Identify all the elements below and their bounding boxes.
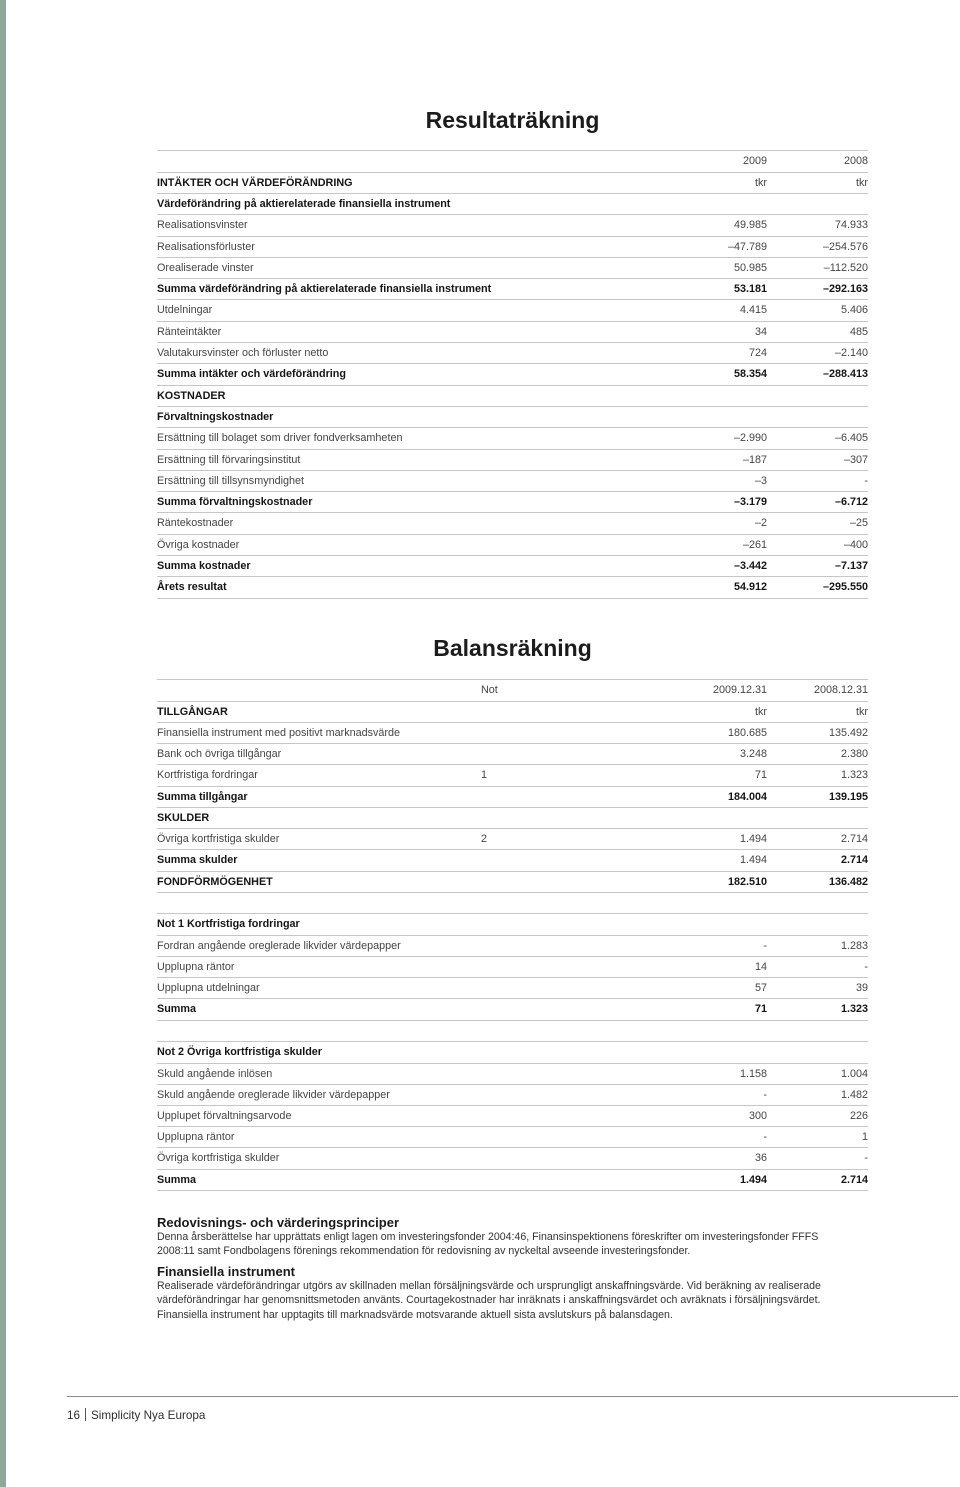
value-current-year: 1.494 xyxy=(739,833,767,846)
row-label: Ränteintäkter xyxy=(157,325,222,338)
table-row xyxy=(157,172,868,193)
value-current-year: 3.248 xyxy=(739,748,767,761)
value-prior-year: 2.380 xyxy=(840,748,868,761)
value-prior-year: –6.405 xyxy=(834,432,868,445)
table-row xyxy=(157,363,868,384)
note-2-table xyxy=(157,1041,868,1190)
value-current-year: 53.181 xyxy=(733,283,767,296)
page-number: 16 xyxy=(67,1409,81,1422)
row-label: Räntekostnader xyxy=(157,517,234,530)
value-prior-year: –288.413 xyxy=(822,368,868,381)
value-prior-year: –295.550 xyxy=(822,581,868,594)
value-prior-year: 1.283 xyxy=(840,939,868,952)
value-current-year: 1.494 xyxy=(739,1173,767,1186)
balance-sheet-table xyxy=(157,679,868,893)
row-label: Upplupet förvaltningsarvode xyxy=(157,1109,292,1122)
value-current-year: –47.789 xyxy=(727,240,767,253)
row-label: Summa xyxy=(157,1003,197,1016)
value-current-year: –261 xyxy=(742,538,767,551)
table-row xyxy=(157,257,868,278)
row-label: Förvaltningskostnader xyxy=(157,410,274,423)
value-prior-year: 2.714 xyxy=(840,854,868,867)
footer-divider xyxy=(85,1408,86,1421)
value-current-year: –3 xyxy=(754,474,767,487)
row-label: Ersättning till tillsynsmyndighet xyxy=(157,474,305,487)
table-row xyxy=(157,385,868,406)
value-current-year: 2009 xyxy=(742,155,767,168)
row-label: Summa kostnader xyxy=(157,559,251,572)
value-current-year: –3.442 xyxy=(733,559,767,572)
row-label: Ersättning till bolaget som driver fondverksamheten xyxy=(157,432,403,445)
value-prior-year: 135.492 xyxy=(828,726,868,739)
accounting-principles-text xyxy=(157,1230,818,1259)
value-prior-year: 2.714 xyxy=(840,1173,868,1186)
value-prior-year: –25 xyxy=(849,517,868,530)
value-prior-year: 2008 xyxy=(843,155,868,168)
row-label: Not 2 Övriga kortfristiga skulder xyxy=(157,1046,322,1059)
value-prior-year: 485 xyxy=(849,325,868,338)
table-row xyxy=(157,807,868,828)
table-row xyxy=(157,1105,868,1126)
value-current-year: 57 xyxy=(754,982,767,995)
value-current-year: 54.912 xyxy=(733,581,767,594)
value-prior-year: –112.520 xyxy=(823,261,868,274)
paragraph-line: Finansiella instrument har upptagits till marknadsvärde motsvarande aktuell sista avslutskurs på balansdagen. xyxy=(157,1308,673,1321)
table-row xyxy=(157,913,868,934)
table-row xyxy=(157,193,868,214)
value-current-year: 36 xyxy=(754,1152,767,1165)
financial-instruments-heading: Finansiella instrument xyxy=(157,1263,295,1279)
row-note: Not xyxy=(481,684,498,697)
value-current-year: 58.354 xyxy=(733,368,767,381)
value-current-year: - xyxy=(763,1131,767,1144)
row-label: Finansiella instrument med positivt marknadsvärde xyxy=(157,726,401,739)
value-prior-year: - xyxy=(864,960,868,973)
value-current-year: 14 xyxy=(754,960,767,973)
table-row xyxy=(157,977,868,998)
value-current-year: 71 xyxy=(754,1003,767,1016)
table-row xyxy=(157,764,868,785)
row-label: Kortfristiga fordringar xyxy=(157,769,258,782)
table-row xyxy=(157,998,868,1019)
value-prior-year: –7.137 xyxy=(834,559,868,572)
value-prior-year: –2.140 xyxy=(834,347,868,360)
value-current-year: 34 xyxy=(754,325,767,338)
table-row xyxy=(157,679,868,700)
table-row xyxy=(157,1063,868,1084)
row-label: Övriga kortfristiga skulder xyxy=(157,833,280,846)
value-current-year: –2 xyxy=(754,517,767,530)
value-current-year: 50.985 xyxy=(733,261,767,274)
row-label: Skuld angående inlösen xyxy=(157,1067,273,1080)
row-label: Realisationsförluster xyxy=(157,240,255,253)
table-row xyxy=(157,576,868,597)
value-prior-year: tkr xyxy=(856,176,868,189)
row-label: Ersättning till förvaringsinstitut xyxy=(157,453,301,466)
paragraph-line: värdeförändringar har genomsnittsmetoden använts. Courtagekostnader har inräknats i anskaffningsvärdet och avräknats i försäljningsvärdet. xyxy=(157,1294,821,1307)
value-prior-year: tkr xyxy=(856,705,868,718)
balance-sheet-title: Balansräkning xyxy=(433,635,592,661)
table-row xyxy=(157,1084,868,1105)
value-current-year: 180.685 xyxy=(727,726,767,739)
table-row xyxy=(157,786,868,807)
side-accent-bar xyxy=(0,0,6,1487)
value-prior-year: 2008.12.31 xyxy=(813,684,868,697)
row-label: SKULDER xyxy=(157,811,210,824)
value-current-year: 1.494 xyxy=(739,854,767,867)
table-row xyxy=(157,342,868,363)
value-prior-year: 1 xyxy=(861,1131,868,1144)
value-prior-year: 139.195 xyxy=(828,790,868,803)
row-note: 1 xyxy=(481,769,488,782)
value-prior-year: 5.406 xyxy=(840,304,868,317)
income-statement-title: Resultaträkning xyxy=(425,107,600,133)
row-label: Not 1 Kortfristiga fordringar xyxy=(157,918,300,931)
row-label: KOSTNADER xyxy=(157,389,226,402)
row-label: Orealiserade vinster xyxy=(157,261,254,274)
table-row xyxy=(157,278,868,299)
row-label: Summa förvaltningskostnader xyxy=(157,496,313,509)
row-label: Upplupna utdelningar xyxy=(157,982,260,995)
table-row xyxy=(157,321,868,342)
value-current-year: –187 xyxy=(742,453,767,466)
value-current-year: tkr xyxy=(755,705,767,718)
value-prior-year: 226 xyxy=(849,1109,868,1122)
value-current-year: - xyxy=(763,939,767,952)
note-1-table xyxy=(157,913,868,1020)
value-current-year: 182.510 xyxy=(727,875,767,888)
value-prior-year: –292.163 xyxy=(822,283,868,296)
value-current-year: 300 xyxy=(748,1109,767,1122)
value-current-year: 1.158 xyxy=(739,1067,767,1080)
table-row xyxy=(157,1126,868,1147)
value-prior-year: - xyxy=(864,1152,868,1165)
paragraph-line: Realiserade värdeförändringar utgörs av skillnaden mellan försäljningsvärde och ursprungligt anskaffningsvärde. Vid beräkning av realiserade xyxy=(157,1279,821,1292)
value-prior-year: 1.482 xyxy=(840,1088,868,1101)
table-row xyxy=(157,828,868,849)
row-label: Summa värdeförändring på aktierelaterade finansiella instrument xyxy=(157,283,492,296)
row-label: TILLGÅNGAR xyxy=(157,705,228,718)
value-prior-year: 136.482 xyxy=(828,875,868,888)
row-label: Summa skulder xyxy=(157,854,238,867)
row-label: Fordran angående oreglerade likvider värdepapper xyxy=(157,939,401,952)
row-label: FONDFÖRMÖGENHET xyxy=(157,875,273,888)
value-prior-year: –400 xyxy=(843,538,868,551)
table-row xyxy=(157,150,868,171)
table-row xyxy=(157,214,868,235)
table-row xyxy=(157,427,868,448)
row-label: Värdeförändring på aktierelaterade finansiella instrument xyxy=(157,197,451,210)
value-prior-year: 1.004 xyxy=(840,1067,868,1080)
table-row xyxy=(157,512,868,533)
value-current-year: 4.415 xyxy=(739,304,767,317)
value-prior-year: –307 xyxy=(843,453,868,466)
table-row xyxy=(157,470,868,491)
value-current-year: tkr xyxy=(755,176,767,189)
table-row xyxy=(157,871,868,892)
value-prior-year: 1.323 xyxy=(840,1003,868,1016)
paragraph-line: 2008:11 samt Fondbolagens förenings rekommendation för redovisning av nyckeltal avseende investeringsfonder. xyxy=(157,1245,691,1258)
table-row xyxy=(157,743,868,764)
paragraph-line: Denna årsberättelse har upprättats enligt lagen om investeringsfonder 2004:46, Finansinspektionens föreskrifter om investeringsfonder FFFS xyxy=(157,1230,819,1243)
accounting-principles-heading: Redovisnings- och värderingsprinciper xyxy=(157,1214,399,1230)
table-row xyxy=(157,722,868,743)
table-row xyxy=(157,1041,868,1062)
row-label: Utdelningar xyxy=(157,304,213,317)
value-prior-year: 74.933 xyxy=(834,219,868,232)
footer-rule xyxy=(67,1396,958,1397)
table-row xyxy=(157,534,868,555)
table-row xyxy=(157,956,868,977)
row-label: INTÄKTER OCH VÄRDEFÖRÄNDRING xyxy=(157,176,353,189)
value-prior-year: - xyxy=(864,474,868,487)
row-label: Bank och övriga tillgångar xyxy=(157,748,282,761)
table-row xyxy=(157,1169,868,1190)
row-label: Summa intäkter och värdeförändring xyxy=(157,368,346,381)
publication-name: Simplicity Nya Europa xyxy=(91,1409,206,1422)
value-current-year: 184.004 xyxy=(727,790,767,803)
row-label: Övriga kostnader xyxy=(157,538,240,551)
row-label: Upplupna räntor xyxy=(157,960,235,973)
value-prior-year: –6.712 xyxy=(834,496,868,509)
row-note: 2 xyxy=(481,833,488,846)
row-label: Realisationsvinster xyxy=(157,219,248,232)
value-current-year: - xyxy=(763,1088,767,1101)
table-row xyxy=(157,406,868,427)
value-current-year: 2009.12.31 xyxy=(712,684,767,697)
value-current-year: 49.985 xyxy=(733,219,767,232)
value-current-year: 71 xyxy=(754,769,767,782)
table-row xyxy=(157,491,868,512)
value-current-year: –3.179 xyxy=(733,496,767,509)
value-prior-year: 2.714 xyxy=(840,833,868,846)
table-row xyxy=(157,701,868,722)
row-label: Skuld angående oreglerade likvider värdepapper xyxy=(157,1088,390,1101)
table-row xyxy=(157,449,868,470)
financial-instruments-text xyxy=(157,1279,821,1323)
row-label: Valutakursvinster och förluster netto xyxy=(157,347,329,360)
row-label: Summa tillgångar xyxy=(157,790,248,803)
table-row xyxy=(157,555,868,576)
page-footer xyxy=(67,1408,205,1424)
row-label: Övriga kortfristiga skulder xyxy=(157,1152,280,1165)
table-row xyxy=(157,299,868,320)
table-row xyxy=(157,1147,868,1168)
income-statement-table xyxy=(157,150,868,598)
value-current-year: 724 xyxy=(748,347,767,360)
value-prior-year: 39 xyxy=(855,982,868,995)
value-current-year: –2.990 xyxy=(733,432,767,445)
table-row xyxy=(157,935,868,956)
value-prior-year: 1.323 xyxy=(840,769,868,782)
row-label: Upplupna räntor xyxy=(157,1131,235,1144)
row-label: Årets resultat xyxy=(157,581,227,594)
row-label: Summa xyxy=(157,1173,197,1186)
value-prior-year: –254.576 xyxy=(822,240,868,253)
table-row xyxy=(157,849,868,870)
table-row xyxy=(157,236,868,257)
